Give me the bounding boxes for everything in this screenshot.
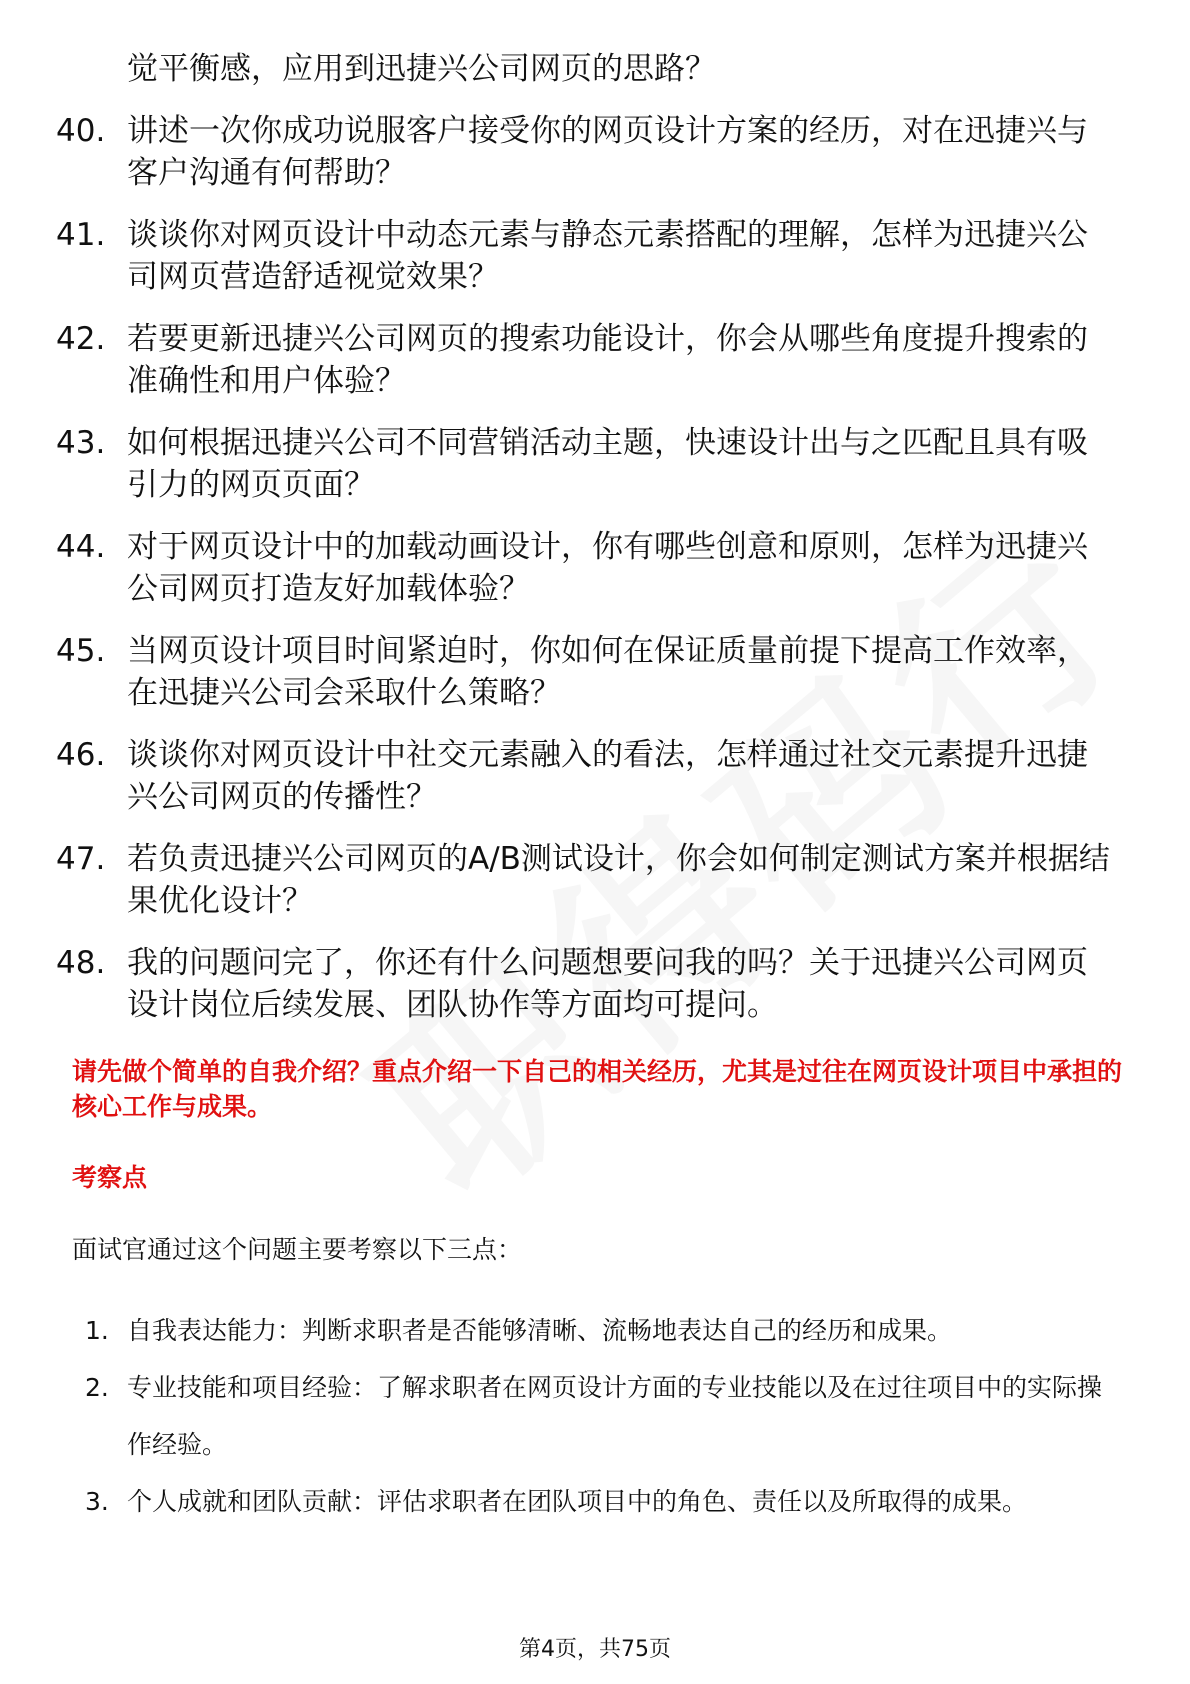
question-list <box>56 48 1116 1046</box>
question-text: 谈谈你对网页设计中社交元素融入的看法，怎样通过社交元素提升迅捷兴公司网页的传播性？ <box>127 737 1088 815</box>
question-text: 我的问题问完了，你还有什么问题想要问我的吗？关于迅捷兴公司网页设计岗位后续发展、团队协作等方面均可提问。 <box>127 945 1088 1023</box>
question-number: 45. <box>56 633 106 669</box>
question-number: 44. <box>56 529 106 565</box>
point-item <box>85 1359 1125 1473</box>
question-item <box>56 526 1116 610</box>
question-continuation: 觉平衡感，应用到迅捷兴公司网页的思路？ <box>127 51 716 87</box>
question-item <box>56 318 1116 402</box>
question-item <box>56 422 1116 506</box>
point-number: 1. <box>85 1316 109 1345</box>
question-item <box>56 734 1116 818</box>
question-item <box>56 838 1116 922</box>
point-text: 自我表达能力：判断求职者是否能够清晰、流畅地表达自己的经历和成果。 <box>127 1316 953 1345</box>
section-title: 考察点 <box>72 1163 148 1192</box>
point-item <box>85 1302 1125 1359</box>
question-item <box>56 942 1116 1026</box>
point-text: 个人成就和团队贡献：评估求职者在团队项目中的角色、责任以及所取得的成果。 <box>127 1487 1028 1516</box>
question-text: 对于网页设计中的加载动画设计，你有哪些创意和原则，怎样为迅捷兴公司网页打造友好加载体验？ <box>127 529 1088 607</box>
point-item <box>85 1473 1125 1530</box>
page-footer: 第4页，共75页 <box>519 1637 671 1662</box>
question-text: 讲述一次你成功说服客户接受你的网页设计方案的经历，对在迅捷兴与客户沟通有何帮助？ <box>127 113 1088 191</box>
question-text: 若要更新迅捷兴公司网页的搜索功能设计，你会从哪些角度提升搜索的准确性和用户体验？ <box>127 321 1088 399</box>
question-item <box>56 214 1116 298</box>
question-number: 42. <box>56 321 106 357</box>
points-list <box>85 1302 1125 1530</box>
intro-text: 面试官通过这个问题主要考察以下三点： <box>72 1235 523 1264</box>
question-item <box>56 630 1116 714</box>
question-text: 如何根据迅捷兴公司不同营销活动主题，快速设计出与之匹配且具有吸引力的网页页面？ <box>127 425 1088 503</box>
question-item <box>56 110 1116 194</box>
question-number: 40. <box>56 113 106 149</box>
point-number: 2. <box>85 1373 109 1402</box>
question-number: 41. <box>56 217 106 253</box>
question-text: 谈谈你对网页设计中动态元素与静态元素搭配的理解，怎样为迅捷兴公司网页营造舒适视觉效果？ <box>127 217 1088 295</box>
question-text: 当网页设计项目时间紧迫时，你如何在保证质量前提下提高工作效率，在迅捷兴公司会采取什么策略？ <box>127 633 1088 711</box>
question-number: 46. <box>56 737 106 773</box>
point-number: 3. <box>85 1487 109 1516</box>
question-number: 47. <box>56 841 106 877</box>
question-number: 43. <box>56 425 106 461</box>
point-text: 专业技能和项目经验：了解求职者在网页设计方面的专业技能以及在过往项目中的实际操作经验。 <box>127 1373 1103 1459</box>
question-text: 若负责迅捷兴公司网页的A/B测试设计，你会如何制定测试方案并根据结果优化设计？ <box>127 841 1110 919</box>
question-number: 48. <box>56 945 106 981</box>
highlight-question: 请先做个简单的自我介绍？重点介绍一下自己的相关经历，尤其是过往在网页设计项目中承担的核心工作与成果。 <box>72 1057 1123 1121</box>
